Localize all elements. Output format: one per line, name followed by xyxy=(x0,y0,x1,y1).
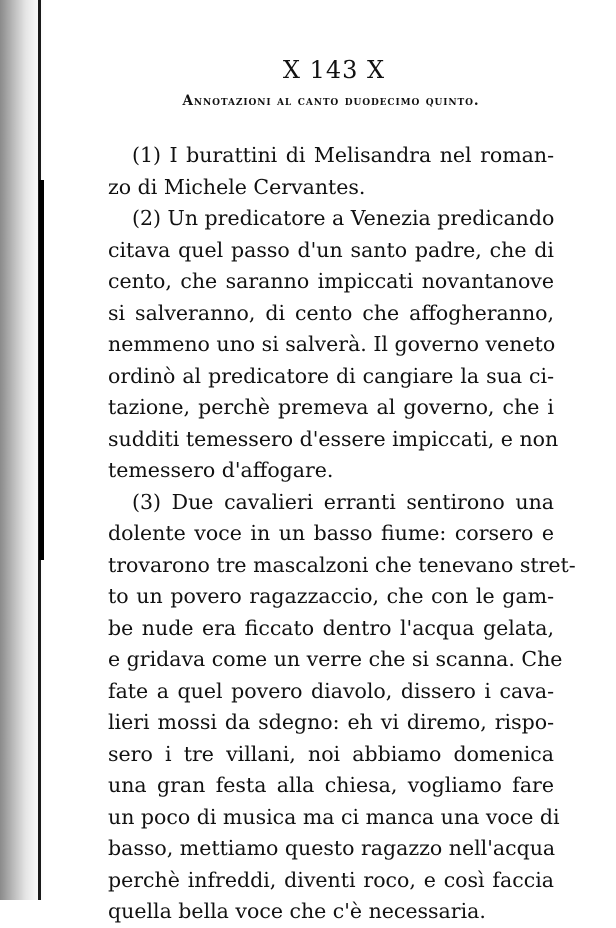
note-3-line-6: e gridava come un verre che si scanna. Che xyxy=(108,647,563,671)
note-3-line-1: (3) Due cavalieri erranti sentirono una xyxy=(132,489,554,514)
note-2-line-5: nemmeno uno si salverà. Il governo veneto xyxy=(108,332,556,356)
note-3-line-4: to un povero ragazzaccio, che con le gam- xyxy=(108,584,554,608)
note-3-line-10: una gran festa alla chiesa, vogliamo fare xyxy=(108,773,554,797)
note-3-line-12: basso, mettiamo questo ragazzo nell'acqua xyxy=(108,836,556,860)
note-3-line-3: trovarono tre mascalzoni che tenevano stret- xyxy=(108,552,576,577)
book-page xyxy=(108,52,576,928)
note-2-line-4: si salveranno, di cento che affogheranno, xyxy=(108,300,554,325)
note-2-line-7: tazione, perchè premeva al governo, che i xyxy=(108,395,554,419)
page-number: X 143 X xyxy=(282,56,386,84)
note-2-line-6: ordinò al predicatore di cangiare la sua ci- xyxy=(108,363,554,388)
note-3-line-7: fate a quel povero diavolo, dissero i cava- xyxy=(108,678,554,703)
note-3-line-5: be nude era ficcato dentro l'acqua gelata, xyxy=(108,615,554,640)
note-3-line-9: sero i tre villani, noi abbiamo domenica xyxy=(108,741,554,766)
note-3-line-8: lieri mossi da sdegno: eh vi diremo, rispo- xyxy=(108,710,554,734)
spine-gutter-mark xyxy=(39,180,44,560)
note-2-line-1: (2) Un predicatore a Venezia predicando xyxy=(132,206,555,230)
note-1-line-1: (1) I burattini di Melisandra nel roman- xyxy=(132,143,554,167)
note-2-line-8: sudditi temessero d'essere impiccati, e non xyxy=(108,426,559,451)
note-2-line-3: cento, che saranno impiccati novantanove xyxy=(108,269,554,293)
section-title: Annotazioni al canto duodecimo quinto. xyxy=(182,93,480,109)
note-3-line-13: perchè infreddi, diventi roco, e così faccia xyxy=(108,867,554,892)
note-2-line-9: temessero d'affogare. xyxy=(108,458,334,482)
note-2-line-2: citava quel passo d'un santo padre, che di xyxy=(108,237,554,262)
annotations-body xyxy=(108,140,576,928)
note-3-line-11: un poco di musica ma ci manca una voce di xyxy=(108,804,560,829)
note-1-line-2: zo di Michele Cervantes. xyxy=(108,174,366,199)
note-3-line-2: dolente voce in un basso fiume: corsero e xyxy=(108,521,554,545)
note-3-line-14: quella bella voce che c'è necessaria. xyxy=(108,899,486,923)
